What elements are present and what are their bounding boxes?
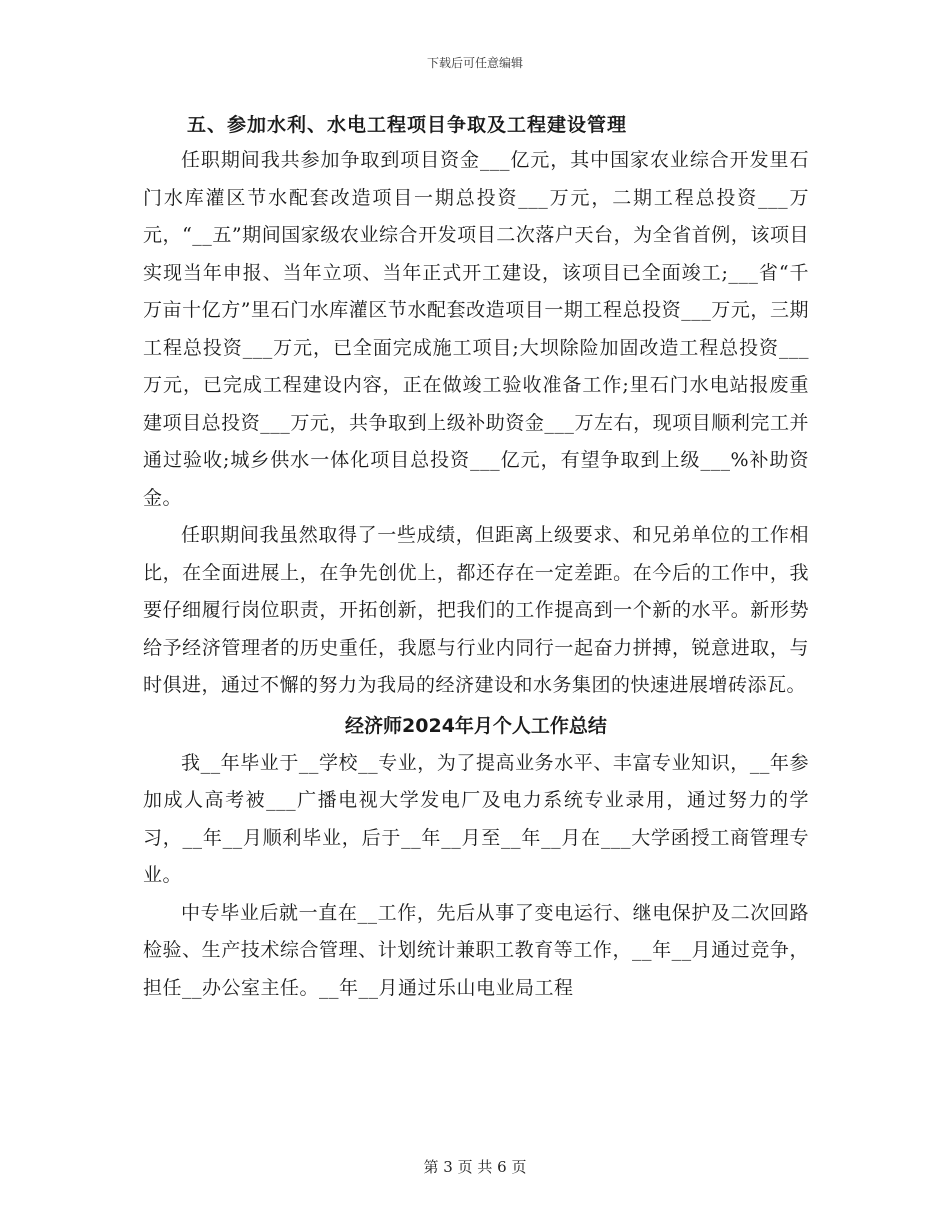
section-heading: 五、参加水利、水电工程项目争取及工程建设管理 [187,114,628,136]
document-body [143,108,809,1007]
page-header-note: 下载后可任意编辑 [426,56,523,70]
document-title: 经济师2024年月个人工作总结 [345,714,607,737]
body-paragraph: 中专毕业后就一直在__工作，先后从事了变电运行、继电保护及二次回路检验、生产技术综合管理、计划统计兼职工教育等工作，__年__月通过竞争，担任__办公室主任。__年__月通过乐山电业局工程 [143,901,809,999]
page-number: 第 3 页 共 6 页 [423,1158,527,1176]
body-paragraph: 任职期间我虽然取得了一些成绩，但距离上级要求、和兄弟单位的工作相比，在全面进展上，在争先创优上，都还存在一定差距。在今后的工作中，我要仔细履行岗位职责，开拓创新，把我们的工作提高到一个新的水平。新形势给予经济管理者的历史重任，我愿与行业内同行一起奋力拼搏，锐意进取，与时俱进，通过不懈的努力为我局的经济建设和水务集团的快速进展增砖添瓦。 [143,524,809,696]
body-paragraph: 任职期间我共参加争取到项目资金___亿元，其中国家农业综合开发里石门水库灌区节水配套改造项目一期总投资___万元，二期工程总投资___万元，“__五”期间国家级农业综合开发项目二次落户天台，为全省首例，该项目实现当年申报、当年立项、当年正式开工建设，该项目已全面竣工;___省“千万亩十亿方”里石门水库灌区节水配套改造项目一期工程总投资___万元，三期工程总投资___万元，已全面完成施工项目;大坝除险加固改造工程总投资___万元，已完成工程建设内容，正在做竣工验收准备工作;里石门水电站报废重建项目总投资___万元，共争取到上级补助资金___万左右，现项目顺利完工并通过验收;城乡供水一体化项目总投资___亿元，有望争取到上级___%补助资金。 [143,149,809,509]
body-paragraph: 我__年毕业于__学校__专业，为了提高业务水平、丰富专业知识，__年参加成人高考被___广播电视大学发电厂及电力系统专业录用，通过努力的学习，__年__月顺利毕业，后于__年__月至__年__月在___大学函授工商管理专业。 [143,751,809,886]
